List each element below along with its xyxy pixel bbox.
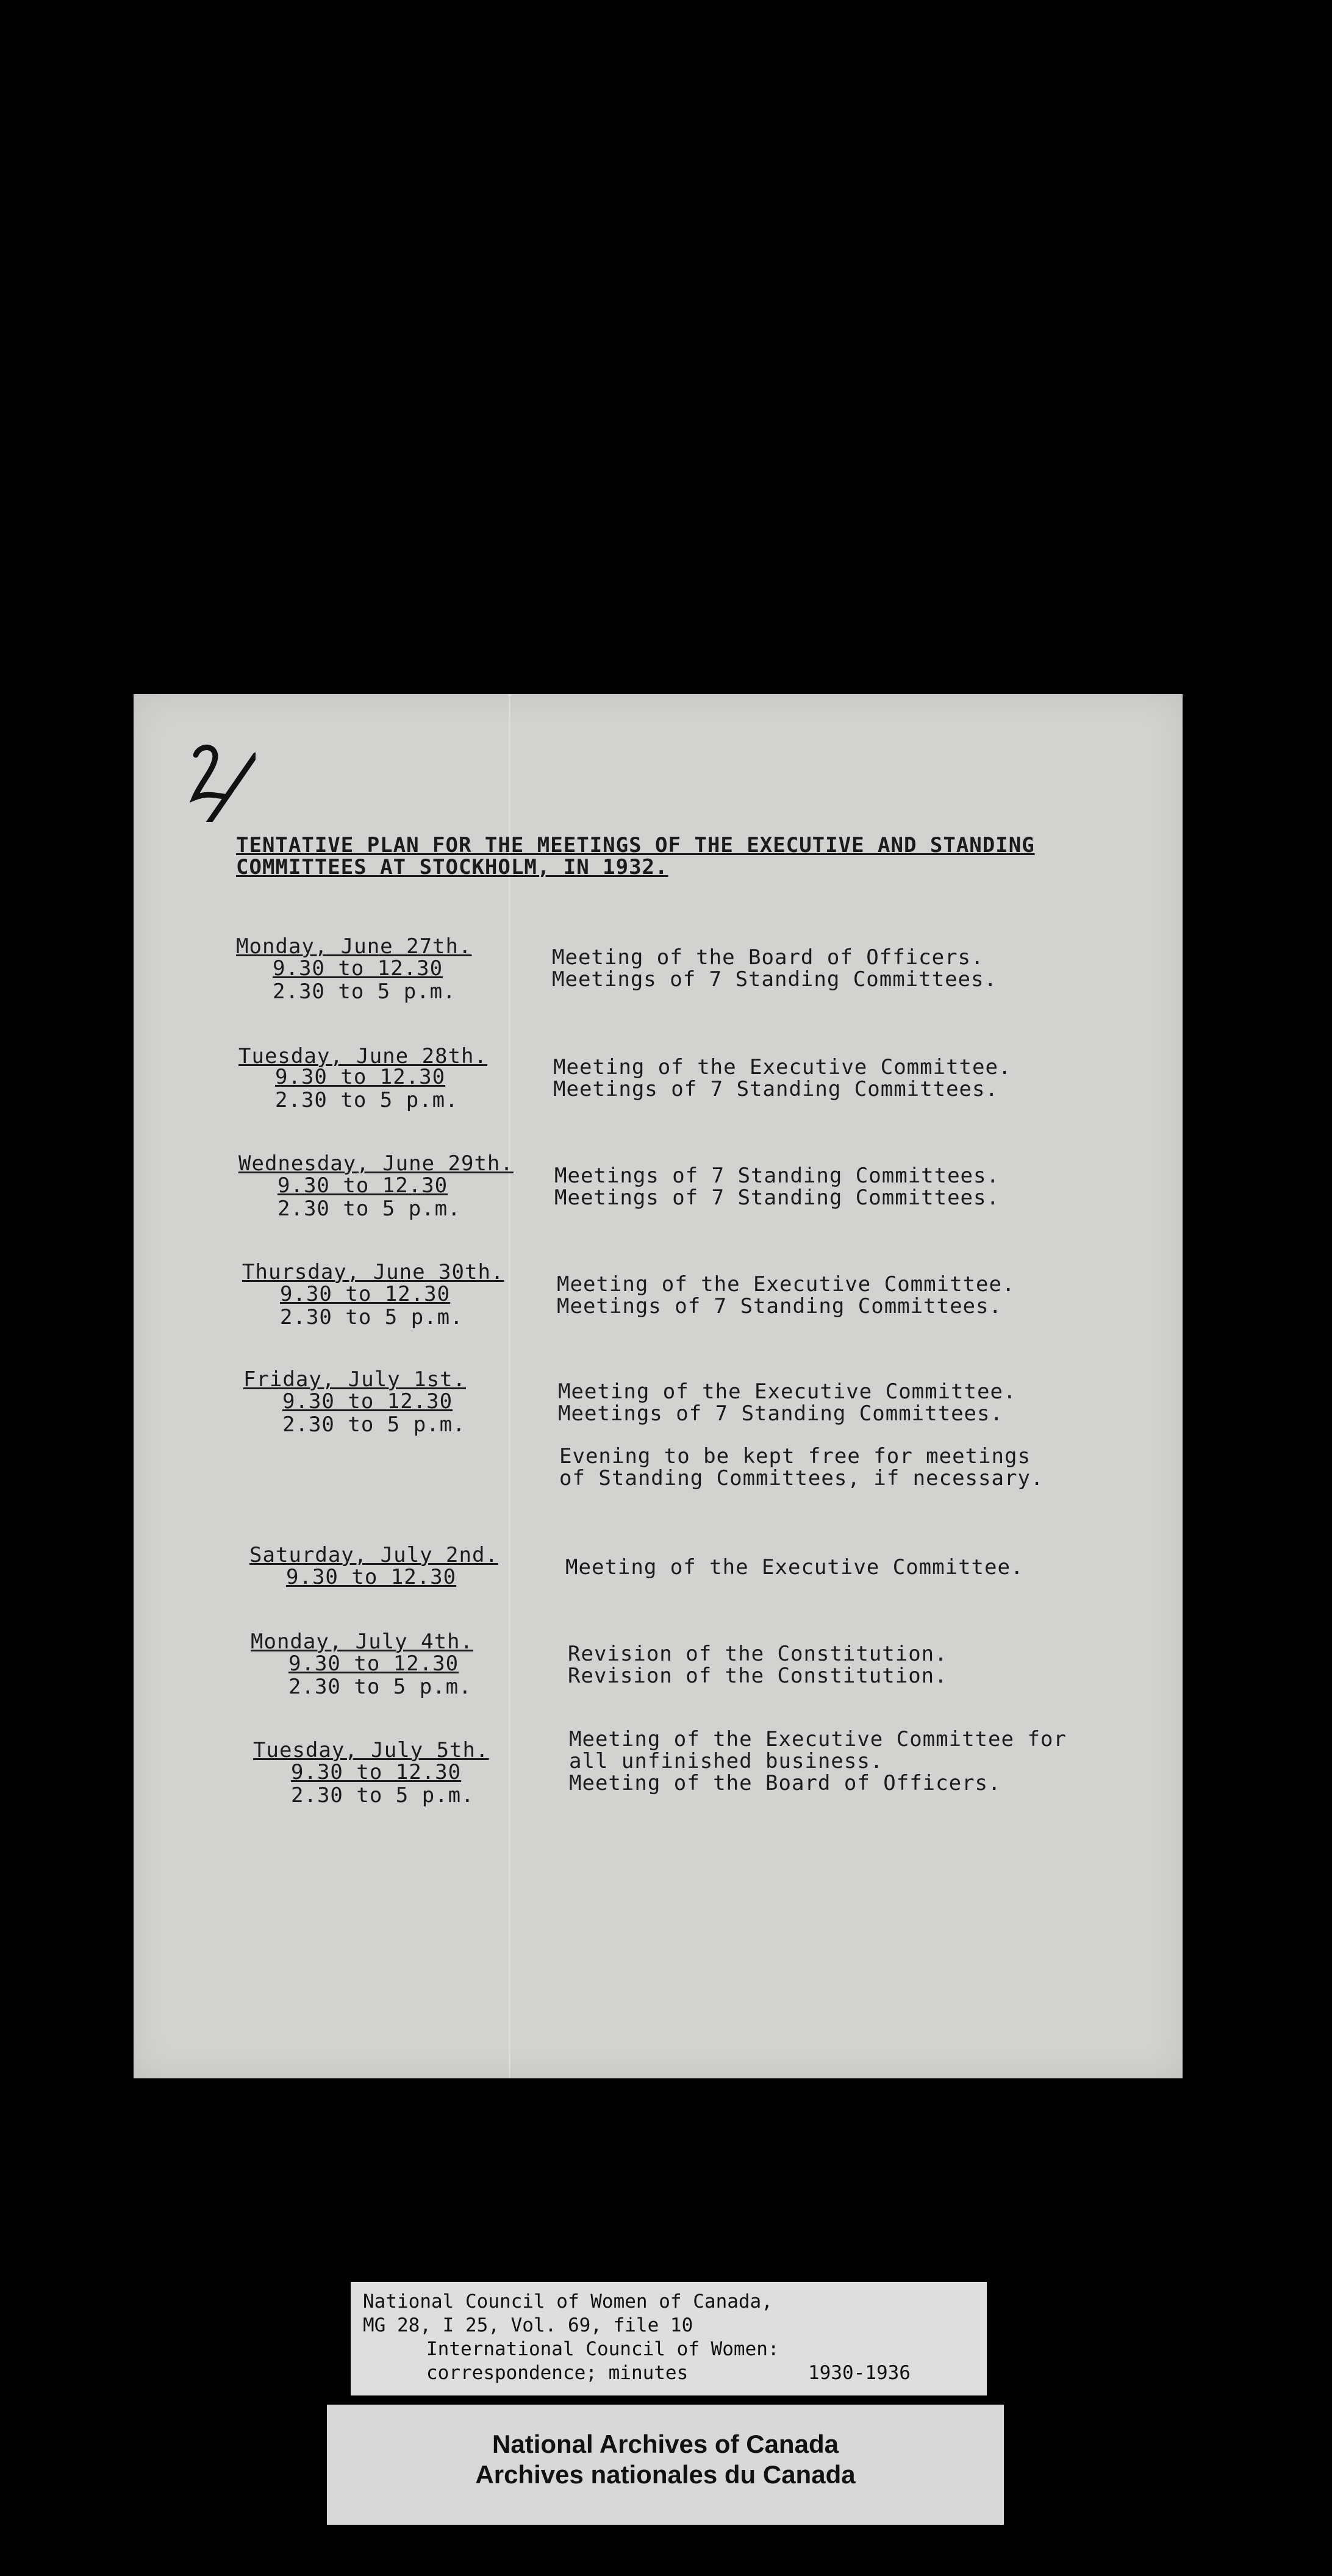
time-slot: 9.30 to 12.30	[291, 1760, 462, 1784]
stamp-line-english: National Archives of Canada	[492, 2430, 839, 2458]
schedule-note: Evening to be kept free for meetings	[559, 1444, 1031, 1469]
day-heading: Monday, July 4th.	[251, 1630, 473, 1654]
day-heading: Thursday, June 30th.	[242, 1260, 504, 1284]
day-heading: Saturday, July 2nd.	[249, 1543, 498, 1567]
time-slot: 9.30 to 12.30	[282, 1389, 453, 1414]
time-slot: 2.30 to 5 p.m.	[278, 1197, 461, 1221]
schedule-item: Meeting of the Board of Officers.	[569, 1771, 1001, 1795]
schedule-item: Meetings of 7 Standing Committees.	[557, 1294, 1002, 1318]
schedule-item: Meeting of the Executive Committee.	[553, 1055, 1012, 1079]
time-slot: 2.30 to 5 p.m.	[273, 979, 456, 1004]
document-page	[134, 694, 1183, 2078]
day-heading: Wednesday, June 29th.	[238, 1151, 514, 1176]
schedule-item: Meetings of 7 Standing Committees.	[552, 967, 997, 992]
schedule-item: Meeting of the Executive Committee.	[565, 1555, 1024, 1580]
time-slot: 9.30 to 12.30	[280, 1282, 451, 1306]
paper-fold	[509, 694, 510, 2078]
schedule-item: Meeting of the Executive Committee.	[557, 1272, 1015, 1297]
time-slot: 2.30 to 5 p.m.	[291, 1783, 474, 1808]
label-line: correspondence; minutes	[426, 2362, 689, 2384]
time-slot: 2.30 to 5 p.m.	[275, 1088, 459, 1112]
archive-reference-label	[351, 2282, 987, 2395]
schedule-item: Revision of the Constitution.	[568, 1642, 948, 1666]
schedule-item: Meeting of the Executive Committee for	[569, 1727, 1067, 1751]
label-line: International Council of Women:	[426, 2338, 779, 2360]
label-dates: 1930-1936	[808, 2362, 911, 2384]
schedule-item: Meetings of 7 Standing Committees.	[554, 1186, 1000, 1210]
schedule-item: Revision of the Constitution.	[568, 1664, 948, 1688]
schedule-note: of Standing Committees, if necessary.	[559, 1466, 1044, 1490]
handwritten-mark	[170, 737, 256, 822]
schedule-item: Meetings of 7 Standing Committees.	[554, 1164, 1000, 1188]
time-slot: 9.30 to 12.30	[288, 1651, 459, 1676]
day-heading: Monday, June 27th.	[236, 934, 472, 959]
time-slot: 2.30 to 5 p.m.	[282, 1412, 466, 1437]
time-slot: 9.30 to 12.30	[273, 956, 443, 981]
document-title-line1: TENTATIVE PLAN FOR THE MEETINGS OF THE EXECUTIVE AND STANDING	[236, 833, 1035, 857]
schedule-item: Meeting of the Executive Committee.	[558, 1379, 1017, 1404]
schedule-item: Meeting of the Board of Officers.	[552, 945, 984, 970]
stamp-line-french: Archives nationales du Canada	[475, 2460, 856, 2489]
day-heading: Friday, July 1st.	[243, 1367, 466, 1392]
schedule-item: Meetings of 7 Standing Committees.	[553, 1077, 998, 1101]
time-slot: 9.30 to 12.30	[278, 1173, 448, 1198]
time-slot: 2.30 to 5 p.m.	[288, 1675, 472, 1699]
time-slot: 9.30 to 12.30	[275, 1065, 446, 1089]
time-slot: 2.30 to 5 p.m.	[280, 1305, 464, 1329]
day-heading: Tuesday, June 28th.	[238, 1044, 487, 1068]
time-slot: 9.30 to 12.30	[286, 1565, 457, 1589]
schedule-item: all unfinished business.	[569, 1749, 884, 1773]
day-heading: Tuesday, July 5th.	[253, 1738, 489, 1762]
archive-stamp	[327, 2405, 1004, 2525]
label-line: National Council of Women of Canada,	[363, 2291, 773, 2313]
label-line: MG 28, I 25, Vol. 69, file 10	[363, 2314, 693, 2336]
schedule-item: Meetings of 7 Standing Committees.	[558, 1401, 1003, 1426]
document-title-line2: COMMITTEES AT STOCKHOLM, IN 1932.	[236, 855, 668, 879]
